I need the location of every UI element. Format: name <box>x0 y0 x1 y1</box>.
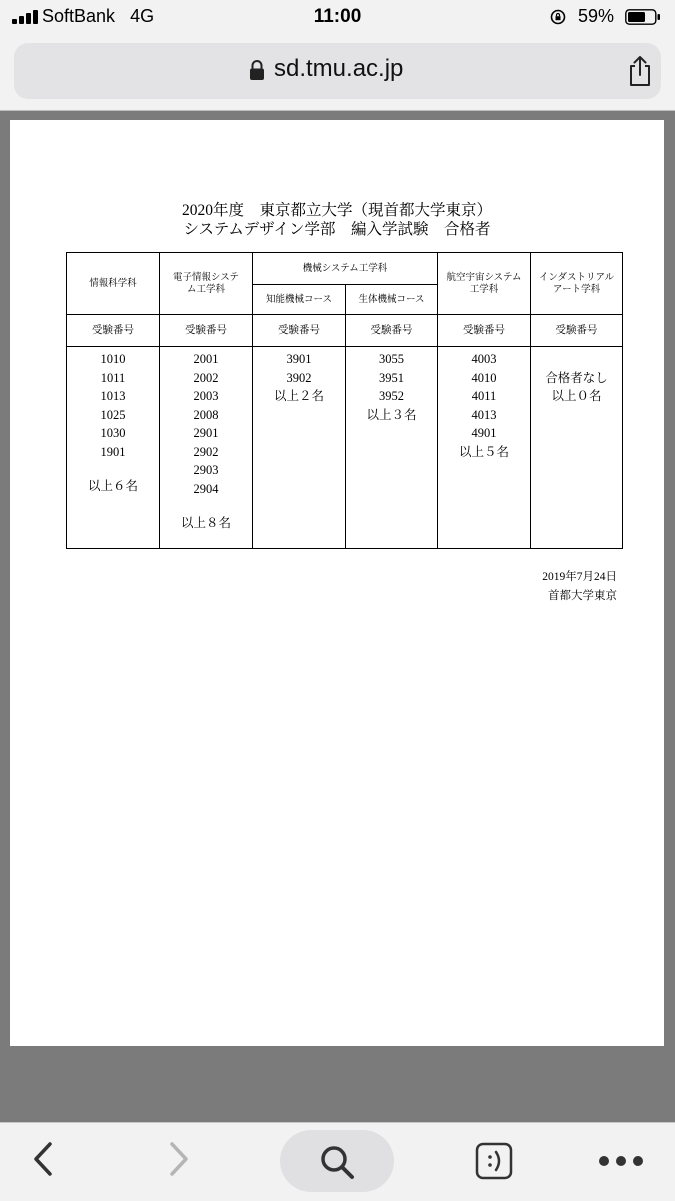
exam-number: 1025 <box>100 407 126 422</box>
carrier-name: SoftBank <box>42 6 116 26</box>
results-info-science <box>67 347 160 549</box>
exam-number: 2904 <box>193 481 219 496</box>
header-industrial-art: インダストリアルアート学科 <box>531 253 623 315</box>
results-intelligent-mechanics <box>253 347 346 549</box>
header-info-science: 情報科学科 <box>67 253 160 315</box>
back-icon[interactable] <box>26 1139 60 1179</box>
exam-number: 3951 <box>379 370 404 385</box>
exam-number: 2901 <box>193 426 219 440</box>
lock-icon <box>249 59 265 81</box>
exam-number: 1010 <box>100 352 126 366</box>
organization-name: 首都大学東京 <box>548 590 617 602</box>
exam-number: 3952 <box>379 389 404 403</box>
exam-number: 4010 <box>471 370 497 385</box>
address-bar[interactable] <box>14 43 661 99</box>
results-biomechanics <box>346 347 438 549</box>
exam-number-header: 受験番号 <box>67 315 160 347</box>
announcement-date: 2019年7月24日 <box>542 571 617 583</box>
exam-number: 1013 <box>100 389 126 403</box>
exam-number: 3055 <box>379 352 404 366</box>
header-aerospace: 航空宇宙システム工学科 <box>438 253 531 315</box>
forward-icon[interactable] <box>162 1139 196 1179</box>
results-table <box>66 252 623 549</box>
exam-number: 2001 <box>193 352 219 366</box>
pdf-page <box>10 120 664 1046</box>
url-text: sd.tmu.ac.jp <box>274 55 404 82</box>
exam-number: 2902 <box>193 444 219 459</box>
exam-number-header: 受験番号 <box>346 315 438 347</box>
document-title-line2: システムデザイン学部 編入学試験 合格者 <box>183 221 491 238</box>
header-intelligent-mechanics: 知能機械コース <box>253 285 346 315</box>
results-electronic-info <box>160 347 253 549</box>
exam-number-header: 受験番号 <box>438 315 531 347</box>
exam-number-header: 受験番号 <box>253 315 346 347</box>
clock: 11:00 <box>313 6 362 27</box>
network-type: 4G <box>130 6 155 26</box>
browser-toolbar <box>0 1122 675 1201</box>
exam-number: 3902 <box>286 370 312 385</box>
exam-number: 2003 <box>193 389 219 403</box>
exam-number: 4901 <box>471 426 497 440</box>
exam-number: 2002 <box>193 370 219 385</box>
exam-number-header: 受験番号 <box>531 315 623 347</box>
exam-number: 1901 <box>100 444 126 459</box>
exam-number: 2903 <box>193 463 219 477</box>
status-bar <box>0 0 675 34</box>
exam-number: 4003 <box>471 352 497 366</box>
document-title-line1: 2020年度 東京都立大学（現首都大学東京） <box>181 202 492 219</box>
battery-icon <box>625 9 661 25</box>
exam-number: 4013 <box>471 407 497 422</box>
total-count: 以上８名 <box>180 516 231 530</box>
browser-address-area <box>0 34 675 111</box>
exam-number: 4011 <box>471 389 497 403</box>
header-biomechanics: 生体機械コース <box>346 285 438 315</box>
more-icon[interactable] <box>596 1153 646 1169</box>
search-icon <box>317 1142 357 1182</box>
results-aerospace <box>438 347 531 549</box>
header-mechanical-systems: 機械システム工学科 <box>253 253 438 285</box>
battery-percentage: 59% <box>578 6 615 26</box>
exam-number: 1011 <box>100 370 126 385</box>
share-icon[interactable] <box>626 55 654 87</box>
total-count: 以上６名 <box>87 479 138 493</box>
no-passers-label: 合格者なし <box>545 370 608 385</box>
total-count: 以上０名 <box>551 389 602 403</box>
exam-number: 2008 <box>193 407 219 422</box>
header-electronic-info: 電子情報システム工学科 <box>160 253 253 315</box>
exam-number: 1030 <box>100 426 126 440</box>
total-count: 以上３名 <box>366 407 417 422</box>
total-count: 以上５名 <box>458 444 509 459</box>
results-industrial-art <box>531 347 623 549</box>
rotation-lock-icon <box>550 9 566 25</box>
exam-number-header: 受験番号 <box>160 315 253 347</box>
reader-icon[interactable] <box>474 1141 514 1181</box>
exam-number: 3901 <box>286 352 312 366</box>
total-count: 以上２名 <box>273 389 324 403</box>
search-button[interactable] <box>280 1130 394 1192</box>
